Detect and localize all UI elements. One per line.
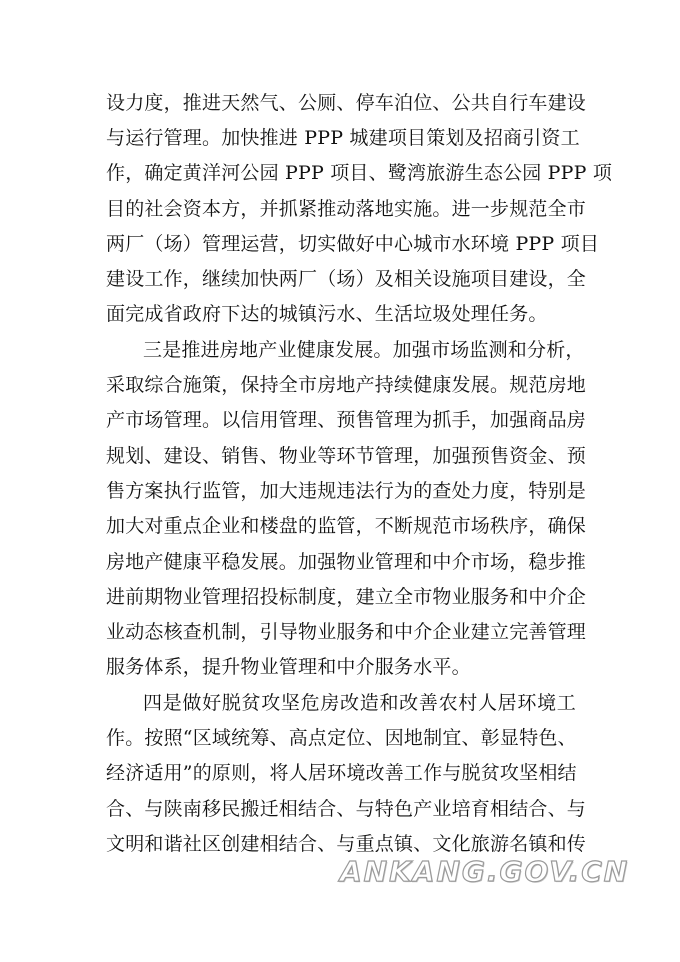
text-line: 房地产健康平稳发展。加强物业管理和中介市场，稳步推 xyxy=(106,551,587,573)
paragraph-first-line: 三是推进房地产业健康发展。加强市场监测和分析， xyxy=(143,339,585,361)
watermark-logo: ANKANG.GOV.CN xyxy=(340,855,630,888)
text-line: 产市场管理。以信用管理、预售管理为抓手，加强商品房 xyxy=(106,409,587,431)
text-line: 与运行管理。加快推进 PPP 城建项目策划及招商引资工 xyxy=(106,127,580,149)
text-line: 加大对重点企业和楼盘的监管，不断规范市场秩序，确保 xyxy=(106,515,587,537)
text-line: 作，确定黄洋河公园 PPP 项目、鹭湾旅游生态公园 PPP 项 xyxy=(106,162,613,184)
text-line: 规划、建设、销售、物业等环节管理，加强预售资金、预 xyxy=(106,445,587,467)
text-line: 采取综合施策，保持全市房地产持续健康发展。规范房地 xyxy=(106,374,587,396)
paragraph-first-line: 四是做好脱贫攻坚危房改造和改善农村人居环境工 xyxy=(143,692,576,714)
text-line: 两厂（场）管理运营，切实做好中心城市水环境 PPP 项目 xyxy=(106,233,600,255)
text-line: 目的社会资本方，并抓紧推动落地实施。进一步规范全市 xyxy=(106,198,587,220)
text-line: 经济适用”的原则，将人居环境改善工作与脱贫攻坚相结 xyxy=(106,762,577,784)
text-line: 面完成省政府下达的城镇污水、生活垃圾处理任务。 xyxy=(106,303,548,325)
text-line: 业动态核查机制，引导物业服务和中介企业建立完善管理 xyxy=(106,621,587,643)
text-line: 售方案执行监管，加大违规违法行为的查处力度，特别是 xyxy=(106,480,587,502)
text-line: 作。按照“区域统筹、高点定位、因地制宜、彰显特色、 xyxy=(106,727,577,749)
text-line: 服务体系，提升物业管理和中介服务水平。 xyxy=(106,656,471,678)
text-line: 进前期物业管理招投标制度，建立全市物业服务和中介企 xyxy=(106,586,587,608)
text-line: 合、与陕南移民搬迁相结合、与特色产业培育相结合、与 xyxy=(106,798,587,820)
text-line: 文明和谐社区创建相结合、与重点镇、文化旅游名镇和传 xyxy=(106,833,587,855)
text-line: 设力度，推进天然气、公厕、停车泊位、公共自行车建设 xyxy=(106,92,587,114)
text-line: 建设工作，继续加快两厂（场）及相关设施项目建设，全 xyxy=(106,268,587,290)
